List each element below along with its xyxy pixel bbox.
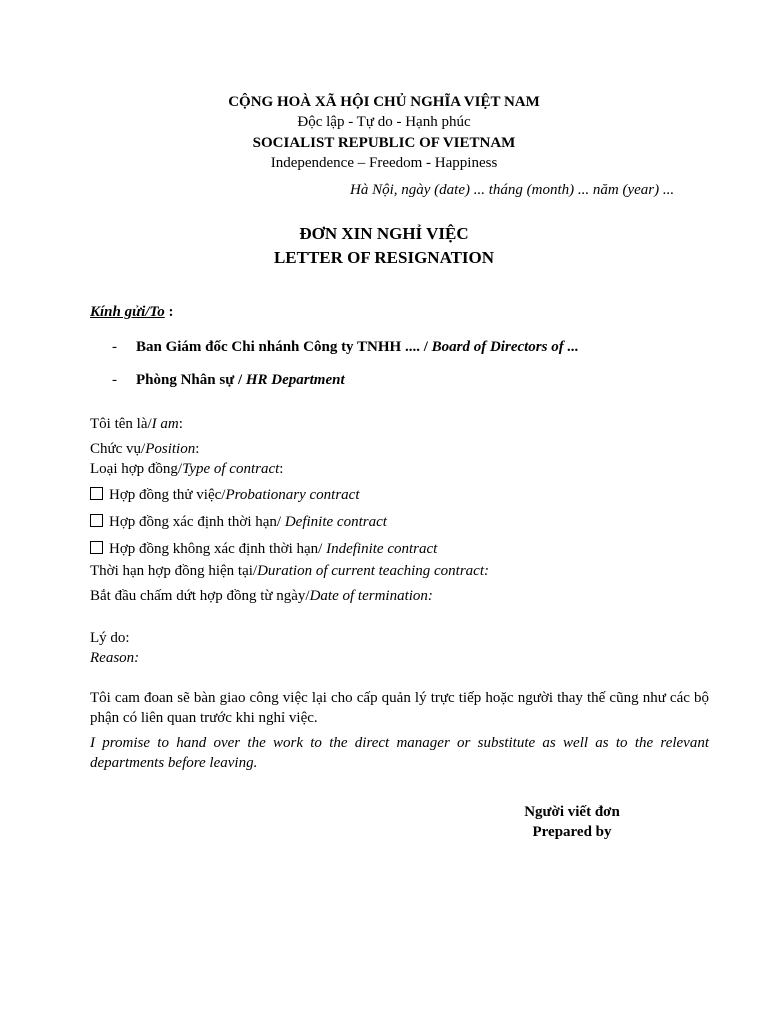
option-en: Definite contract [284, 514, 387, 530]
field-name-en: I am [151, 416, 179, 432]
checkbox[interactable] [90, 487, 103, 500]
field-position-en: Position [145, 441, 196, 457]
recipient-dash: - [112, 372, 117, 388]
recipients-label [90, 305, 173, 320]
option-vn: Hợp đồng không xác định thời hạn/ [109, 541, 327, 557]
recipients-label-text: Kính gửi/To [90, 304, 165, 320]
contract-option-definite[interactable] [90, 514, 387, 530]
option-en: Indefinite contract [326, 541, 438, 557]
reason-label-en: Reason: [90, 650, 140, 666]
recipient-en: HR Department [245, 372, 345, 388]
checkbox[interactable] [90, 541, 103, 554]
document-title-vn: ĐƠN XIN NGHỈ VIỆC [299, 224, 469, 243]
field-position [90, 442, 199, 457]
commitment-en: I promise to hand over the work to the direct manager or substitute as well as to the relevant departments before leaving. [90, 735, 709, 771]
field-position-vn: Chức vụ/ [90, 441, 146, 457]
field-duration-en: Duration of current teaching contract: [257, 563, 490, 579]
field-termination [90, 589, 433, 604]
date-line: Hà Nội, ngày (date) ... tháng (month) ... năm (year) ... [350, 182, 675, 198]
field-termination-en: Date of termination: [309, 588, 433, 604]
option-en: Probationary contract [225, 487, 360, 503]
field-contract-type-vn: Loại hợp đồng/ [90, 461, 183, 477]
field-position-suffix: : [195, 441, 200, 457]
national-title-en: SOCIALIST REPUBLIC OF VIETNAM [252, 135, 516, 151]
field-duration-vn: Thời hạn hợp đồng hiện tại/ [90, 563, 258, 579]
recipient-vn: Phòng Nhân sự / [136, 372, 246, 388]
checkbox[interactable] [90, 514, 103, 527]
field-name-suffix: : [178, 416, 183, 432]
option-vn: Hợp đồng xác định thời hạn/ [109, 514, 285, 530]
document-title-en: LETTER OF RESIGNATION [273, 248, 495, 267]
recipient-vn: Ban Giám đốc Chi nhánh Công ty TNHH .... / [136, 339, 432, 355]
signature-label-en: Prepared by [532, 824, 612, 840]
recipient-item [136, 340, 579, 355]
signature-label-vn: Người viết đơn [524, 804, 620, 820]
contract-option-indefinite[interactable] [90, 541, 437, 557]
field-name [90, 417, 183, 432]
field-contract-type [90, 462, 283, 477]
field-contract-type-en: Type of contract [182, 461, 280, 477]
motto-en: Independence – Freedom - Happiness [270, 155, 498, 171]
recipient-en: Board of Directors of ... [431, 339, 579, 355]
field-termination-vn: Bắt đầu chấm dứt hợp đồng từ ngày/ [90, 588, 310, 604]
reason-label-vn: Lý do: [90, 630, 130, 646]
recipient-dash: - [112, 339, 117, 355]
field-contract-type-suffix: : [279, 461, 284, 477]
contract-option-probationary[interactable] [90, 487, 359, 503]
option-vn: Hợp đồng thử việc/ [109, 487, 226, 503]
field-name-vn: Tôi tên là/ [90, 416, 152, 432]
commitment-vn: Tôi cam đoan sẽ bàn giao công việc lại cho cấp quản lý trực tiếp hoặc người thay thế cũng như các bộ phận có liên quan trước khi nghỉ việc. [90, 690, 709, 726]
field-duration [90, 564, 489, 579]
recipient-item [136, 373, 345, 388]
national-title-vn: CỘNG HOÀ XÃ HỘI CHỦ NGHĨA VIỆT NAM [228, 94, 540, 110]
motto-vn: Độc lập - Tự do - Hạnh phúc [297, 114, 471, 130]
recipients-label-colon: : [164, 304, 174, 320]
